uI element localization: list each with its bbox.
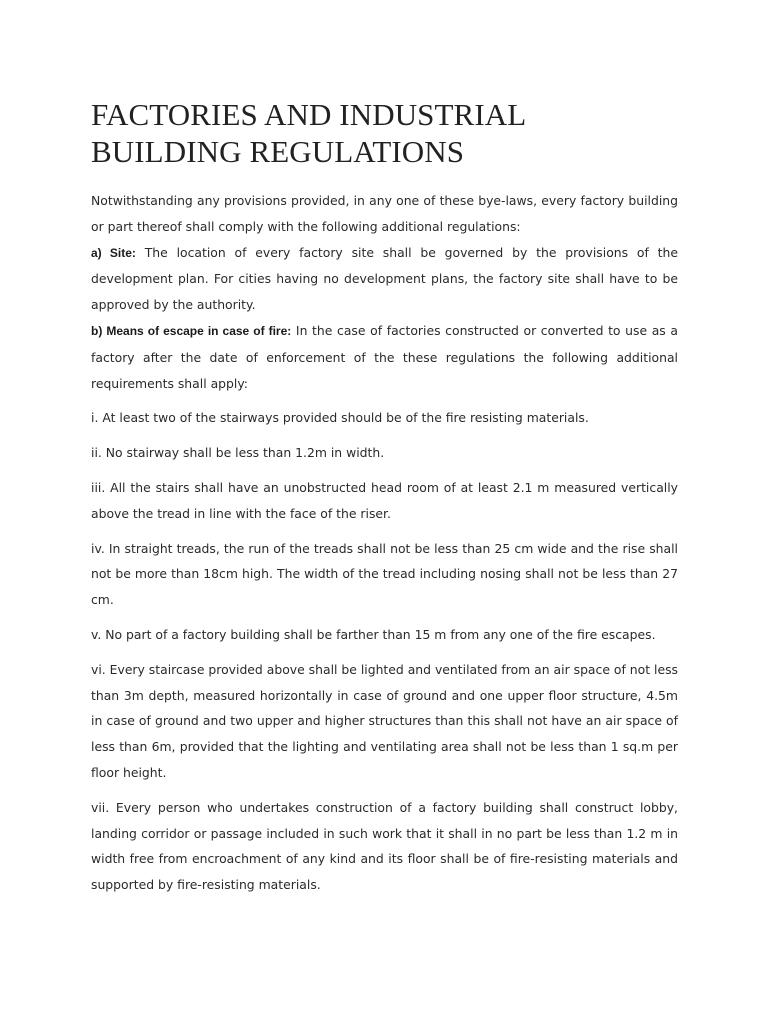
site-paragraph <box>91 240 678 318</box>
escape-paragraph <box>91 318 678 396</box>
title-line-2: BUILDING REGULATIONS <box>91 134 465 169</box>
page-title <box>91 96 678 170</box>
escape-label: b) Means of escape in case of fire: <box>91 323 292 338</box>
title-line-1: FACTORIES AND INDUSTRIAL <box>91 97 527 132</box>
list-item: ii. No stairway shall be less than 1.2m in width. <box>91 445 385 461</box>
intro-block <box>91 188 678 396</box>
requirements-list <box>91 405 678 898</box>
list-item: vi. Every staircase provided above shall be lighted and ventilated from an air space of not less than 3m depth, measured horizontally in case of ground and one upper floor structure, 4.5m in case of ground and two upper and higher structures than this shall not have an air space of less than 6m, provided that the lighting and ventilating area shall not be less than 1 sq.m per floor height. <box>91 661 678 780</box>
escape-text: In the case of factories constructed or converted to use as a factory after the date of enforcement of the these regulations the following additional requirements shall apply: <box>91 322 678 391</box>
document-page <box>91 96 678 907</box>
site-text: The location of every factory site shall be governed by the provisions of the development plan. For cities having no development plans, the factory site shall have to be approved by the authority. <box>91 244 678 313</box>
intro-paragraph: Notwithstanding any provisions provided, in any one of these bye-laws, every factory building or part thereof shall comply with the following additional regulations: <box>91 193 678 234</box>
list-item: iv. In straight treads, the run of the treads shall not be less than 25 cm wide and the rise shall not be more than 18cm high. The width of the tread including nosing shall not be less than 27 cm. <box>91 540 678 608</box>
list-item: iii. All the stairs shall have an unobstructed head room of at least 2.1 m measured vertically above the tread in line with the face of the riser. <box>91 479 678 521</box>
list-item: vii. Every person who undertakes construction of a factory building shall construct lobby, landing corridor or passage included in such work that it shall in no part be less than 1.2 m in width free from encroachment of any kind and its floor shall be of fire-resisting materials and supported by fire-resisting materials. <box>91 799 678 893</box>
list-item: i. At least two of the stairways provided should be of the fire resisting materials. <box>91 410 589 426</box>
site-label: a) Site: <box>91 245 136 260</box>
list-item: v. No part of a factory building shall be farther than 15 m from any one of the fire escapes. <box>91 626 656 642</box>
